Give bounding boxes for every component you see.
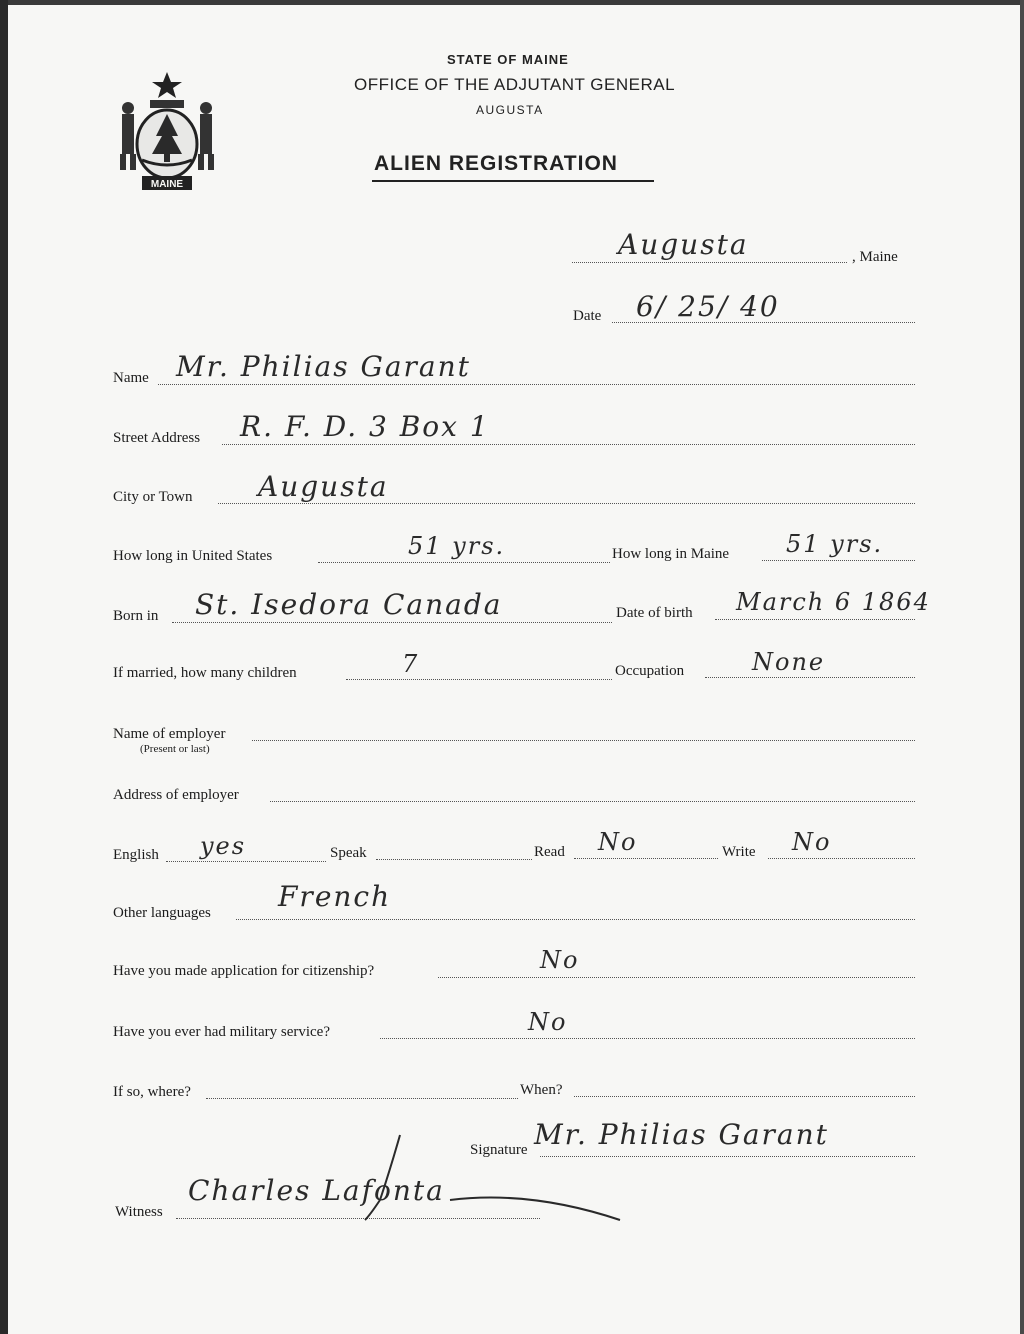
signature-label: Signature <box>470 1142 528 1158</box>
street-value: R. F. D. 3 Box 1 <box>240 410 490 443</box>
how-long-maine-value: 51 yrs. <box>786 530 884 558</box>
write-line <box>768 858 915 859</box>
other-languages-value: French <box>278 880 392 913</box>
employer-label: Name of employer <box>113 726 226 742</box>
how-long-us-value: 51 yrs. <box>408 532 506 560</box>
dob-line <box>715 619 915 620</box>
speak-line <box>376 859 532 860</box>
how-long-us-line <box>318 562 610 563</box>
signature-value: Mr. Philias Garant <box>534 1118 829 1151</box>
read-line <box>574 858 718 859</box>
where-label: If so, where? <box>113 1084 191 1100</box>
military-line <box>380 1038 915 1039</box>
seal-banner-text: MAINE <box>150 179 184 190</box>
read-label: Read <box>534 844 565 860</box>
scan-border-right <box>1020 0 1024 1334</box>
name-line <box>158 384 915 385</box>
employer-line <box>252 740 915 741</box>
form-title: ALIEN REGISTRATION <box>374 152 618 175</box>
header-office: OFFICE OF THE ADJUTANT GENERAL <box>354 75 676 94</box>
date-value: 6/ 25/ 40 <box>636 290 780 323</box>
write-label: Write <box>722 844 756 860</box>
how-long-maine-label: How long in Maine <box>612 546 730 562</box>
employer-address-line <box>270 801 915 802</box>
occupation-label: Occupation <box>615 663 685 679</box>
speak-label: Speak <box>330 845 367 861</box>
scan-border-left <box>0 0 8 1334</box>
military-value: No <box>528 1008 568 1036</box>
occupation-value: None <box>752 648 826 676</box>
witness-value: Charles Lafonta <box>188 1174 445 1207</box>
place-suffix: , Maine <box>852 249 898 265</box>
place-value: Augusta <box>618 228 749 261</box>
children-label: If married, how many children <box>113 665 297 681</box>
children-value: 7 <box>402 650 420 678</box>
english-line <box>166 861 326 862</box>
city-value: Augusta <box>258 470 389 503</box>
witness-label: Witness <box>115 1204 163 1220</box>
city-line <box>218 503 915 504</box>
place-line <box>572 262 847 263</box>
name-value: Mr. Philias Garant <box>176 350 471 383</box>
dob-label: Date of birth <box>616 605 693 621</box>
born-in-label: Born in <box>113 608 159 624</box>
occupation-line <box>705 677 915 678</box>
citizenship-line <box>438 977 915 978</box>
children-line <box>346 679 612 680</box>
header-state: STATE OF MAINE <box>447 52 569 67</box>
english-label: English <box>113 847 159 863</box>
military-label: Have you ever had military service? <box>113 1024 330 1040</box>
write-value: No <box>792 828 832 856</box>
maine-state-seal <box>112 70 222 194</box>
when-label: When? <box>520 1082 563 1098</box>
date-label: Date <box>573 308 602 324</box>
witness-signature-flourish <box>330 1130 630 1230</box>
where-line <box>206 1098 518 1099</box>
city-label: City or Town <box>113 489 193 505</box>
born-in-value: St. Isedora Canada <box>195 588 503 621</box>
english-value: yes <box>200 832 247 860</box>
born-in-line <box>172 622 612 623</box>
employer-address-label: Address of employer <box>113 787 239 803</box>
scan-border-top <box>0 0 1024 5</box>
when-line <box>574 1096 915 1097</box>
citizenship-label: Have you made application for citizenship? <box>113 963 375 979</box>
employer-sublabel: (Present or last) <box>140 743 210 755</box>
dob-value: March 6 1864 <box>736 588 931 616</box>
other-languages-line <box>236 919 915 920</box>
title-underline <box>372 180 654 182</box>
citizenship-value: No <box>540 946 580 974</box>
other-languages-label: Other languages <box>113 905 211 921</box>
how-long-maine-line <box>762 560 915 561</box>
read-value: No <box>598 828 638 856</box>
street-label: Street Address <box>113 430 201 446</box>
street-line <box>222 444 915 445</box>
header-city: AUGUSTA <box>476 103 544 117</box>
name-label: Name <box>113 370 149 386</box>
how-long-us-label: How long in United States <box>113 548 273 564</box>
